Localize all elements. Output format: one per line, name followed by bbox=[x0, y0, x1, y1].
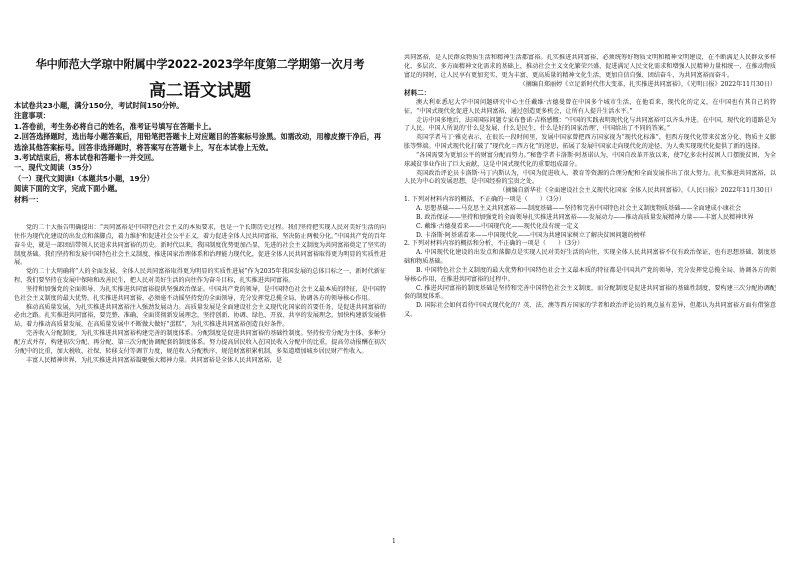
source-citation: （摘编自郑丽婷《立足新时代伟大变革，扎实推进共同富裕》，《光明日报》2022年11月30日） bbox=[519, 80, 776, 88]
question-1-option[interactable]: B. 政治保证——坚持和加强党的全面领导扎实推进共同富裕——发展动力——推动高质量发展精神力量——丰富人民精神世界 bbox=[416, 213, 754, 221]
note-item: 1.答卷前，考生务必将自己的姓名，准考证号填写在答题卡上。 bbox=[14, 121, 216, 131]
note-item: 3.考试结束后，将本试卷和答题卡一并交回。 bbox=[14, 153, 159, 163]
exam-title: 华中师范大学琼中附属中学2022-2023学年度第二学期第一次月考 bbox=[35, 58, 365, 71]
section-instruction: 阅读下面的文字，完成下面小题。 bbox=[14, 184, 122, 194]
question-1-option[interactable]: C. 戴维·古德曼看来——中国现代化——现代化没有统一定义 bbox=[416, 222, 579, 230]
note-item: 2.回答选择题时，选出每小题答案后，用铅笔把答题卡上对应题目的答案标号涂黑。如需改动，用橡皮擦干净后，再选涂其他答案标号。回答非选择题时，将答案写在答题卡上，写在本试卷上无效。 bbox=[14, 132, 382, 152]
material2-paragraph: 英国政治评论员卡洛斯·马丁内斯认为，中国为促进收入、教育等资源的合理分配和全面发展作出了很大努力。扎实推进共同富裕，以人民为中心的发展思想，是中国经验的宝贵之处。 bbox=[404, 169, 776, 186]
material1-continuation: 共同富裕，是人民群众物质生活和精神生活都富裕。扎实推进共同富裕，必须统筹好物质文明和精神文明建设，在不断满足人民群众多样化、多层次、多方面精神文化需求的基础上，推动社会主义文化繁荣兴盛，促进满足人民文化需求和增强人民精神力量相统一，在推动物质富足的同时，让人民享有更加充实、更为丰富、更高质量的精神文化生活，更加自信自强、团结奋斗，为共同富裕而奋斗。 bbox=[404, 54, 776, 79]
exam-subtitle: 高二语文试题 bbox=[149, 81, 251, 101]
material1-paragraph: 推动高质量发展，为扎实推进共同富裕注入强劲发展动力。高质量发展是全面建设社会主义现代化国家的首要任务，是促进共同富裕的必由之路。扎实推进共同富裕，要完整、准确、全面贯彻新发展理念，坚持创新、协调、绿色、开放、共享的发展理念，加快构建新发展格局，着力推动高质量发展，在高质量发展中不断做大做好“蛋糕”，为扎实推进共同富裕创造良好条件。 bbox=[14, 303, 386, 329]
material1-paragraph: 党的二十大明确将“人的全面发展、全体人民共同富裕取得更为明显的实质性进展”作为2035年我国发展的总体目标之一，新时代新征程，我们要坚持在发展中保障和改善民生，把人民对美好生活的向往作为奋斗目标，扎实推进共同富裕。 bbox=[14, 268, 386, 285]
exam-header-info bbox=[14, 101, 386, 205]
question-2-option[interactable]: D. 国际社会如何看待中国式现代化的？英、法、澳等西方国家的学者和政治评论员的观点虽有差异，但都认为共同富裕方面有借鉴意义。 bbox=[404, 302, 776, 319]
section-part: 一、现代文阅读（35分） bbox=[14, 163, 96, 173]
right-column-body bbox=[404, 54, 776, 534]
question-1-stem: 1. 下列对材料内容的概括，不正确的一项是（ ）（3分） bbox=[404, 196, 565, 204]
material1-paragraph: 坚持和加强党的全面领导，为扎实推进共同富裕提供坚强政治保证。中国共产党的领导，是中国特色社会主义最本质的特征，是中国特色社会主义制度的最大优势。扎实推进共同富裕，必须毫不动摇坚持党的全面领导，充分发挥党总揽全局、协调各方的领导核心作用。 bbox=[14, 285, 386, 302]
material-label: 材料二： bbox=[404, 89, 431, 98]
material2-paragraph: “各国需要为更加公平的财富分配而努力。”秘鲁学者卡洛斯·阿基诺认为，中国自改革开放以来，使7亿多农村贫困人口摆脱贫困，为全球减贫事业作出了巨大贡献，这是中国式现代化的重要组成部分。 bbox=[404, 151, 776, 168]
page-number: 1 bbox=[392, 538, 396, 545]
material1-paragraph: 完善收入分配制度，为扎实推进共同富裕构建完善的制度体系。分配制度是促进共同富裕的基础性制度。坚持按劳分配为主体、多种分配方式并存，构建初次分配、再分配、第三次分配协调配套的制度体系。努力提高居民收入在国民收入分配中的比重，提高劳动报酬在初次分配中的比重，加大税收、社保、转移支付等调节力度，规范收入分配秩序，规范财富积累机制，多渠道增加城乡居民财产性收入。 bbox=[14, 330, 386, 355]
material-label: 材料一： bbox=[14, 194, 43, 204]
question-2-stem: 2. 下列对材料内容的概括和分析，不正确的一项是（ ）（3分） bbox=[404, 240, 584, 248]
material2-paragraph: 走访中国多地后，法国国际问题专家布鲁诺·吉格感慨：“中国的实践表明现代化与共同富裕可以齐头并进。在中国，现代化的道路是为了人民。中国人所说的‘什么是发展，什么是民生，什么是好的国家治理’，中国给出了不同的答案。” bbox=[404, 116, 776, 133]
exam-info: 本试卷共23小题，满分150分，考试时间150分钟。 bbox=[14, 101, 184, 110]
question-1-option[interactable]: A. 思想基础——马克思主义共同富裕——制度基础——坚持和完善中国特色社会主义制度物质基础——全面建成小康社会 bbox=[416, 205, 742, 212]
material2-paragraph: 澳大利亚悉尼大学中国问题研究中心主任戴维·古德曼曾在中国多个城市生活，在他看来，现代化的定义，在中国也有其自己的特征，“中国式现代化促进人民共同富裕，通过创造更多机会，让所有人提升生活水平。” bbox=[404, 98, 776, 115]
material1-paragraph: 丰富人民精神世界，为扎实推进共同富裕凝聚强大精神力量。共同富裕是全体人民共同富裕，是 bbox=[26, 356, 282, 364]
notes-heading: 注意事项： bbox=[14, 111, 50, 121]
question-2-option[interactable]: A. 中国现代化建设的出发点和落脚点是实现人民对美好生活的向往，实现全体人民共同富裕不仅有政治保证，也有思想基础、制度基础和物质基础。 bbox=[404, 249, 776, 266]
question-2-option[interactable]: C. 推进共同富裕的制度基础是坚持和完善中国特色社会主义制度，而分配制度是促进共同富裕的基础性制度，要构建三次分配协调配套的制度体系。 bbox=[404, 284, 776, 301]
question-2-option[interactable]: B. 中国特色社会主义制度的最大优势和中国特色社会主义最本质的特征都是中国共产党的领导，充分发挥党总揽全局、协调各方的领导核心作用，在推进共同富裕的过程中。 bbox=[404, 266, 776, 283]
material1-body bbox=[14, 224, 386, 554]
material2-paragraph: 英国学者马丁·雅克表示，在很长一段时间里，发展中国家曾把西方国家视为“现代化标准”，但西方现代化带来贫富分化、物质主义膨胀等弊端。中国式现代化打破了“现代化＝西方化”的迷思，拓展了发展中国家走向现代化的途径，为人类实现现代化提供了新的选择。 bbox=[404, 134, 776, 151]
source-citation: （摘编自新华社《全面建设社会主义现代化国家 全体人民共同富裕》，《人民日报》2022年11月30日） bbox=[499, 187, 776, 195]
question-1-option[interactable]: D. 卡洛斯·阿基诺看来——中国现代化——中国为共建国家树立了解决贫困问题的榜样 bbox=[416, 231, 646, 239]
section-sub: （一）现代文阅读Ⅰ（本题共5小题，19分） bbox=[14, 173, 154, 183]
material1-paragraph: 党的二十大报告明确提出：“共同富裕是中国特色社会主义的本质要求，也是一个长期历史过程。我们坚持把实现人民对美好生活的向往作为现代化建设的出发点和落脚点，着力维护和促进社会公平正义，着力促进全体人民共同富裕，坚决防止两极分化。”中国共产党的百年奋斗史，就是一部团结带领人民追求共同富裕的历史。新时代以来，我国制度优势更加凸显，先进的社会主义制度为共同富裕奠定了坚实的制度基础。我们坚持和发展中国特色社会主义制度，推进国家治理体系和治理能力现代化，促进全体人民共同富裕取得更为明显的实质性进展。 bbox=[14, 224, 386, 267]
